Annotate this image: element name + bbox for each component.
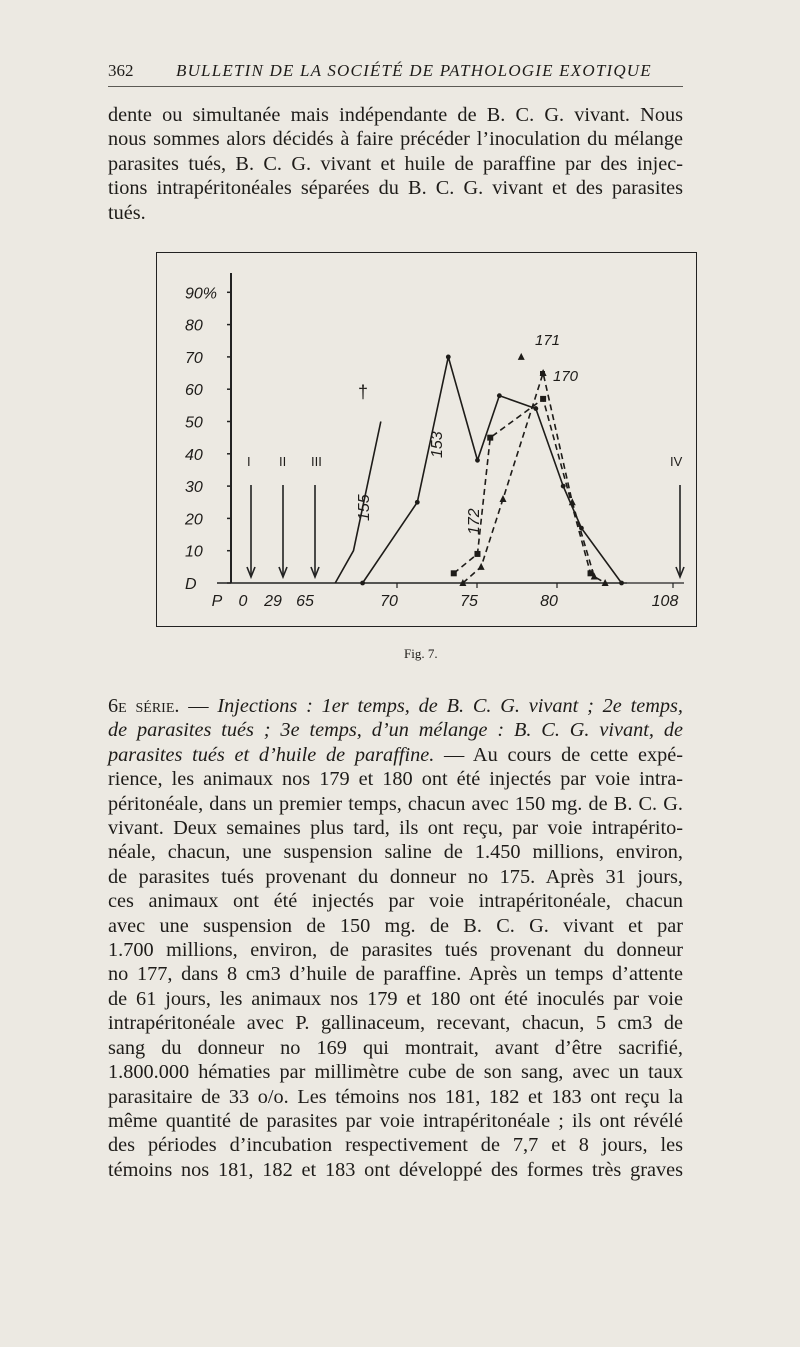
figure-caption: Fig. 7. xyxy=(404,646,438,661)
series-label-170: 170 xyxy=(553,368,579,385)
chart-axes xyxy=(217,273,684,583)
text-line: 1.700 millions, environ, de parasites tués provenant du donneur xyxy=(108,939,683,962)
series-label-155: 155 xyxy=(356,494,373,521)
data-series xyxy=(335,353,624,586)
legend-square-marker xyxy=(540,371,545,376)
y-tick-label: 20 xyxy=(185,511,203,529)
series-label-153: 153 xyxy=(429,431,446,458)
y-tick-label: 40 xyxy=(185,446,203,464)
text-line: dente ou simultanée mais indépendante de B. C. G. vivant. Nous xyxy=(108,104,683,126)
x-tick-label: 108 xyxy=(651,593,679,610)
text-line: nous sommes alors décidés à faire précéder l’inoculation du mélange xyxy=(108,128,683,151)
series-label-171: 171 xyxy=(535,332,561,349)
y-tick-label: 10 xyxy=(185,543,203,561)
text-line: 1.800.000 hématies par millimètre cube de son sang, avec un taux xyxy=(108,1061,683,1084)
text-line: ces animaux ont été injectés par voie intrapéritonéale, chacun xyxy=(108,890,683,913)
heading-line xyxy=(108,694,683,718)
text-line: vivant. Deux semaines plus tard, ils ont reçu, par voie intrapérito- xyxy=(108,817,683,840)
data-point-triangle xyxy=(478,563,485,570)
y-tick-label: 60 xyxy=(185,382,203,400)
text-line: tués. xyxy=(108,201,146,224)
injection-label: III xyxy=(311,454,322,469)
series-label-172: 172 xyxy=(466,508,483,535)
injection-label: IV xyxy=(670,454,683,469)
text-line: rience, les animaux nos 179 et 180 ont été injectés par voie intra- xyxy=(108,768,683,791)
x-tick-label: P xyxy=(211,593,223,610)
data-point-dot xyxy=(415,500,420,505)
data-point-triangle xyxy=(500,495,507,502)
text-line: de 61 jours, les animaux nos 179 et 180 ont été inoculés par voie xyxy=(108,987,683,1010)
text-line: parasitaire de 33 o/o. Les témoins nos 181, 182 et 183 ont reçu la xyxy=(108,1085,683,1108)
y-tick-label: 50 xyxy=(185,414,203,432)
page-number: 362 xyxy=(108,61,134,80)
series-line-153 xyxy=(363,357,622,583)
data-point-dot xyxy=(446,355,451,360)
series-label: 6e série. xyxy=(108,695,180,717)
data-point-dot xyxy=(475,458,480,463)
x-ticks xyxy=(212,583,679,610)
x-tick-label: 70 xyxy=(380,593,398,610)
text-line: tions intrapéritonéales séparées du B. C. G. vivant et des parasites xyxy=(108,177,683,200)
x-tick-label: 75 xyxy=(460,593,478,610)
injection-label: I xyxy=(247,454,251,469)
x-tick-label: 80 xyxy=(540,593,558,610)
data-point-dot xyxy=(533,406,538,411)
x-tick-label: 29 xyxy=(264,593,282,610)
heading-dash: — xyxy=(188,695,209,717)
y-tick-label: 80 xyxy=(185,317,203,335)
y-tick-label: 70 xyxy=(185,349,203,367)
heading-line: de parasites tués ; 3e temps, d’un mélange : B. C. G. vivant, de xyxy=(108,719,683,742)
data-point-triangle xyxy=(518,353,525,360)
text-line: péritonéale, dans un premier temps, chacun avec 150 mg. de B. C. G. xyxy=(108,792,683,815)
data-point-square xyxy=(588,570,594,576)
running-title: BULLETIN DE LA SOCIÉTÉ DE PATHOLOGIE EXOTIQUE xyxy=(176,61,652,80)
y-tick-label: D xyxy=(185,576,197,593)
data-point-square xyxy=(540,396,546,402)
paragraph-series-6 xyxy=(108,694,683,1182)
data-point-square xyxy=(487,435,493,441)
x-tick-label: 65 xyxy=(296,593,314,610)
data-point-dot xyxy=(619,581,624,586)
parasitemia-chart-svg xyxy=(157,253,698,628)
text-line: parasites tués, B. C. G. vivant et huile de paraffine par des injec- xyxy=(108,152,683,175)
data-point-dot xyxy=(561,484,566,489)
data-point-square xyxy=(451,570,457,576)
data-point-dot xyxy=(497,393,502,398)
text-line: intrapéritonéale avec P. gallinaceum, recevant, chacun, 5 cm3 de xyxy=(108,1012,683,1035)
text-line: no 177, dans 8 cm3 d’huile de paraffine. Après un temps d’attente xyxy=(108,963,683,986)
y-ticks xyxy=(184,285,231,593)
y-tick-label: 90% xyxy=(185,285,218,303)
text-line: de parasites tués provenant du donneur no 175. Après 31 jours, xyxy=(108,865,683,888)
text-line: avec une suspension de 150 mg. de B. C. G. vivant et par xyxy=(108,914,683,937)
heading-text: parasites tués et d’huile de paraffine. xyxy=(108,743,435,766)
heading-text: Injections : 1er temps, de B. C. G. vivant ; 2e temps, xyxy=(217,695,683,717)
text-line: même quantité de parasites par voie intrapéritonéale ; ils ont révélé xyxy=(108,1109,683,1132)
text-line: témoins nos 181, 182 et 183 ont développé des formes très graves xyxy=(108,1158,683,1181)
text-line: sang du donneur no 169 qui montrait, avant d’être sacrifié, xyxy=(108,1036,683,1059)
text-line: néale, chacun, une suspension saline de 1.450 millions, environ, xyxy=(108,841,683,864)
injection-label: II xyxy=(279,454,287,469)
figure-7-chart xyxy=(156,252,697,627)
text-line: des périodes d’incubation respectivement de 7,7 et 8 jours, les xyxy=(108,1134,683,1157)
running-header xyxy=(108,58,683,87)
data-point-square xyxy=(474,551,480,557)
series-line-170 xyxy=(454,399,591,573)
x-tick-label: 0 xyxy=(238,593,248,610)
death-cross-symbol: † xyxy=(358,382,369,402)
y-tick-label: 30 xyxy=(185,479,203,497)
heading-text: — Au cours de cette expé- xyxy=(444,743,683,766)
paragraph-intro xyxy=(108,103,683,225)
data-point-dot xyxy=(360,581,365,586)
heading-line xyxy=(108,743,683,767)
